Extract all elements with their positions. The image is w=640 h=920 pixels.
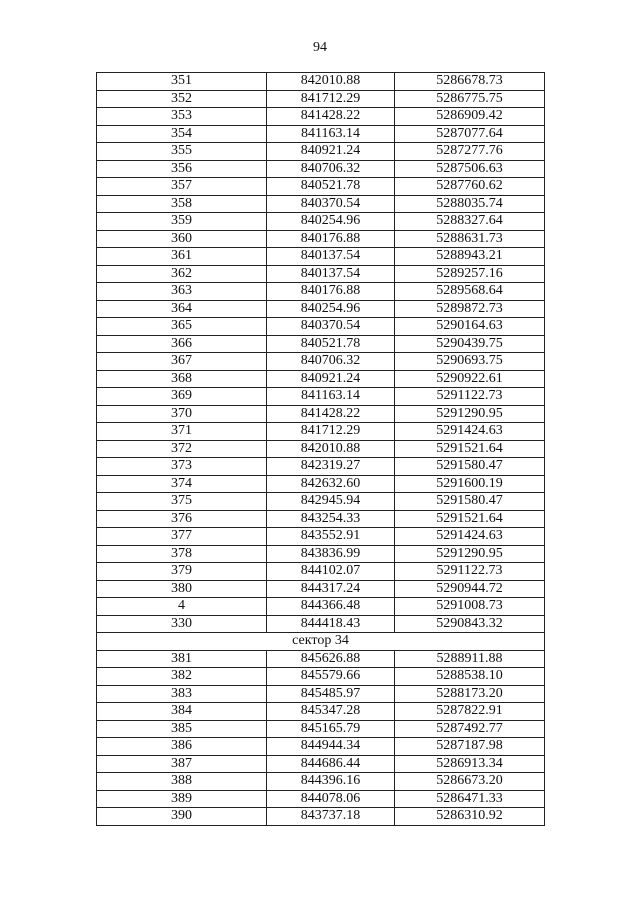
y-coordinate-cell: 5287492.77 bbox=[395, 720, 545, 738]
point-number-cell: 380 bbox=[97, 580, 267, 598]
table-row bbox=[97, 423, 545, 441]
point-number-cell: 369 bbox=[97, 388, 267, 406]
point-number-cell: 389 bbox=[97, 790, 267, 808]
x-coordinate-cell: 845347.28 bbox=[267, 703, 395, 721]
x-coordinate-cell: 840176.88 bbox=[267, 230, 395, 248]
table-row bbox=[97, 248, 545, 266]
point-number-cell: 351 bbox=[97, 73, 267, 91]
table-row bbox=[97, 580, 545, 598]
table-row bbox=[97, 73, 545, 91]
x-coordinate-cell: 840706.32 bbox=[267, 353, 395, 371]
table-row bbox=[97, 265, 545, 283]
point-number-cell: 354 bbox=[97, 125, 267, 143]
x-coordinate-cell: 842632.60 bbox=[267, 475, 395, 493]
x-coordinate-cell: 841712.29 bbox=[267, 423, 395, 441]
table-row bbox=[97, 160, 545, 178]
y-coordinate-cell: 5291580.47 bbox=[395, 458, 545, 476]
point-number-cell: 377 bbox=[97, 528, 267, 546]
x-coordinate-cell: 840176.88 bbox=[267, 283, 395, 301]
x-coordinate-cell: 844078.06 bbox=[267, 790, 395, 808]
y-coordinate-cell: 5286310.92 bbox=[395, 808, 545, 826]
y-coordinate-cell: 5290693.75 bbox=[395, 353, 545, 371]
point-number-cell: 330 bbox=[97, 615, 267, 633]
y-coordinate-cell: 5291521.64 bbox=[395, 510, 545, 528]
point-number-cell: 357 bbox=[97, 178, 267, 196]
point-number-cell: 355 bbox=[97, 143, 267, 161]
x-coordinate-cell: 844418.43 bbox=[267, 615, 395, 633]
point-number-cell: 370 bbox=[97, 405, 267, 423]
table-row bbox=[97, 668, 545, 686]
x-coordinate-cell: 843737.18 bbox=[267, 808, 395, 826]
x-coordinate-cell: 842319.27 bbox=[267, 458, 395, 476]
y-coordinate-cell: 5290944.72 bbox=[395, 580, 545, 598]
table-row bbox=[97, 808, 545, 826]
x-coordinate-cell: 840370.54 bbox=[267, 318, 395, 336]
table-row bbox=[97, 790, 545, 808]
table-row bbox=[97, 755, 545, 773]
x-coordinate-cell: 845485.97 bbox=[267, 685, 395, 703]
point-number-cell: 364 bbox=[97, 300, 267, 318]
x-coordinate-cell: 841163.14 bbox=[267, 125, 395, 143]
y-coordinate-cell: 5291290.95 bbox=[395, 405, 545, 423]
table-row bbox=[97, 178, 545, 196]
section-label: сектор 34 bbox=[97, 633, 545, 651]
y-coordinate-cell: 5291008.73 bbox=[395, 598, 545, 616]
y-coordinate-cell: 5286775.75 bbox=[395, 90, 545, 108]
x-coordinate-cell: 840521.78 bbox=[267, 178, 395, 196]
y-coordinate-cell: 5290439.75 bbox=[395, 335, 545, 353]
y-coordinate-cell: 5291424.63 bbox=[395, 528, 545, 546]
point-number-cell: 362 bbox=[97, 265, 267, 283]
y-coordinate-cell: 5287187.98 bbox=[395, 738, 545, 756]
table-row bbox=[97, 108, 545, 126]
y-coordinate-cell: 5288631.73 bbox=[395, 230, 545, 248]
point-number-cell: 382 bbox=[97, 668, 267, 686]
point-number-cell: 360 bbox=[97, 230, 267, 248]
x-coordinate-cell: 842945.94 bbox=[267, 493, 395, 511]
x-coordinate-cell: 843552.91 bbox=[267, 528, 395, 546]
table-row bbox=[97, 405, 545, 423]
point-number-cell: 353 bbox=[97, 108, 267, 126]
x-coordinate-cell: 845626.88 bbox=[267, 650, 395, 668]
table-row bbox=[97, 563, 545, 581]
x-coordinate-cell: 841428.22 bbox=[267, 108, 395, 126]
x-coordinate-cell: 840706.32 bbox=[267, 160, 395, 178]
point-number-cell: 385 bbox=[97, 720, 267, 738]
x-coordinate-cell: 840370.54 bbox=[267, 195, 395, 213]
y-coordinate-cell: 5288327.64 bbox=[395, 213, 545, 231]
x-coordinate-cell: 843254.33 bbox=[267, 510, 395, 528]
table-row bbox=[97, 738, 545, 756]
y-coordinate-cell: 5291521.64 bbox=[395, 440, 545, 458]
x-coordinate-cell: 840254.96 bbox=[267, 300, 395, 318]
y-coordinate-cell: 5286673.20 bbox=[395, 773, 545, 791]
x-coordinate-cell: 844366.48 bbox=[267, 598, 395, 616]
y-coordinate-cell: 5286678.73 bbox=[395, 73, 545, 91]
point-number-cell: 381 bbox=[97, 650, 267, 668]
point-number-cell: 352 bbox=[97, 90, 267, 108]
y-coordinate-cell: 5290164.63 bbox=[395, 318, 545, 336]
x-coordinate-cell: 842010.88 bbox=[267, 440, 395, 458]
point-number-cell: 356 bbox=[97, 160, 267, 178]
table-row bbox=[97, 650, 545, 668]
point-number-cell: 367 bbox=[97, 353, 267, 371]
table-row bbox=[97, 545, 545, 563]
table-row bbox=[97, 213, 545, 231]
y-coordinate-cell: 5290922.61 bbox=[395, 370, 545, 388]
x-coordinate-cell: 840521.78 bbox=[267, 335, 395, 353]
point-number-cell: 379 bbox=[97, 563, 267, 581]
table-row bbox=[97, 388, 545, 406]
y-coordinate-cell: 5288943.21 bbox=[395, 248, 545, 266]
table-row bbox=[97, 703, 545, 721]
table-row bbox=[97, 335, 545, 353]
y-coordinate-cell: 5291424.63 bbox=[395, 423, 545, 441]
table-row bbox=[97, 353, 545, 371]
x-coordinate-cell: 844396.16 bbox=[267, 773, 395, 791]
table-row bbox=[97, 230, 545, 248]
y-coordinate-cell: 5289257.16 bbox=[395, 265, 545, 283]
y-coordinate-cell: 5291600.19 bbox=[395, 475, 545, 493]
point-number-cell: 371 bbox=[97, 423, 267, 441]
table-row bbox=[97, 598, 545, 616]
y-coordinate-cell: 5291290.95 bbox=[395, 545, 545, 563]
y-coordinate-cell: 5286909.42 bbox=[395, 108, 545, 126]
point-number-cell: 388 bbox=[97, 773, 267, 791]
y-coordinate-cell: 5291122.73 bbox=[395, 388, 545, 406]
y-coordinate-cell: 5288538.10 bbox=[395, 668, 545, 686]
point-number-cell: 386 bbox=[97, 738, 267, 756]
table-row bbox=[97, 685, 545, 703]
point-number-cell: 372 bbox=[97, 440, 267, 458]
table-row bbox=[97, 318, 545, 336]
point-number-cell: 390 bbox=[97, 808, 267, 826]
y-coordinate-cell: 5289568.64 bbox=[395, 283, 545, 301]
y-coordinate-cell: 5288035.74 bbox=[395, 195, 545, 213]
x-coordinate-cell: 841712.29 bbox=[267, 90, 395, 108]
y-coordinate-cell: 5287277.76 bbox=[395, 143, 545, 161]
x-coordinate-cell: 840137.54 bbox=[267, 248, 395, 266]
y-coordinate-cell: 5291122.73 bbox=[395, 563, 545, 581]
table-row bbox=[97, 440, 545, 458]
x-coordinate-cell: 840921.24 bbox=[267, 370, 395, 388]
y-coordinate-cell: 5287077.64 bbox=[395, 125, 545, 143]
y-coordinate-cell: 5287822.91 bbox=[395, 703, 545, 721]
table-row bbox=[97, 300, 545, 318]
page-number: 94 bbox=[313, 40, 327, 55]
y-coordinate-cell: 5291580.47 bbox=[395, 493, 545, 511]
point-number-cell: 365 bbox=[97, 318, 267, 336]
point-number-cell: 384 bbox=[97, 703, 267, 721]
section-header-row bbox=[97, 633, 545, 651]
x-coordinate-cell: 844102.07 bbox=[267, 563, 395, 581]
point-number-cell: 4 bbox=[97, 598, 267, 616]
y-coordinate-cell: 5287760.62 bbox=[395, 178, 545, 196]
x-coordinate-cell: 845165.79 bbox=[267, 720, 395, 738]
x-coordinate-cell: 841163.14 bbox=[267, 388, 395, 406]
table-row bbox=[97, 773, 545, 791]
point-number-cell: 387 bbox=[97, 755, 267, 773]
y-coordinate-cell: 5287506.63 bbox=[395, 160, 545, 178]
x-coordinate-cell: 843836.99 bbox=[267, 545, 395, 563]
table-row bbox=[97, 90, 545, 108]
table-row bbox=[97, 125, 545, 143]
x-coordinate-cell: 840921.24 bbox=[267, 143, 395, 161]
point-number-cell: 375 bbox=[97, 493, 267, 511]
x-coordinate-cell: 844686.44 bbox=[267, 755, 395, 773]
point-number-cell: 366 bbox=[97, 335, 267, 353]
x-coordinate-cell: 840254.96 bbox=[267, 213, 395, 231]
x-coordinate-cell: 842010.88 bbox=[267, 73, 395, 91]
table-row bbox=[97, 528, 545, 546]
y-coordinate-cell: 5288911.88 bbox=[395, 650, 545, 668]
table-row bbox=[97, 615, 545, 633]
x-coordinate-cell: 841428.22 bbox=[267, 405, 395, 423]
table-row bbox=[97, 510, 545, 528]
table-row bbox=[97, 720, 545, 738]
table-row bbox=[97, 143, 545, 161]
x-coordinate-cell: 844944.34 bbox=[267, 738, 395, 756]
x-coordinate-cell: 840137.54 bbox=[267, 265, 395, 283]
y-coordinate-cell: 5286913.34 bbox=[395, 755, 545, 773]
point-number-cell: 383 bbox=[97, 685, 267, 703]
y-coordinate-cell: 5289872.73 bbox=[395, 300, 545, 318]
table-row bbox=[97, 458, 545, 476]
y-coordinate-cell: 5290843.32 bbox=[395, 615, 545, 633]
y-coordinate-cell: 5288173.20 bbox=[395, 685, 545, 703]
coordinates-table-body bbox=[97, 73, 545, 826]
point-number-cell: 359 bbox=[97, 213, 267, 231]
y-coordinate-cell: 5286471.33 bbox=[395, 790, 545, 808]
point-number-cell: 374 bbox=[97, 475, 267, 493]
table-row bbox=[97, 195, 545, 213]
x-coordinate-cell: 845579.66 bbox=[267, 668, 395, 686]
coordinates-table bbox=[96, 72, 545, 826]
point-number-cell: 361 bbox=[97, 248, 267, 266]
point-number-cell: 373 bbox=[97, 458, 267, 476]
table-row bbox=[97, 370, 545, 388]
point-number-cell: 368 bbox=[97, 370, 267, 388]
table-row bbox=[97, 283, 545, 301]
x-coordinate-cell: 844317.24 bbox=[267, 580, 395, 598]
point-number-cell: 363 bbox=[97, 283, 267, 301]
table-row bbox=[97, 493, 545, 511]
point-number-cell: 378 bbox=[97, 545, 267, 563]
point-number-cell: 376 bbox=[97, 510, 267, 528]
table-row bbox=[97, 475, 545, 493]
point-number-cell: 358 bbox=[97, 195, 267, 213]
